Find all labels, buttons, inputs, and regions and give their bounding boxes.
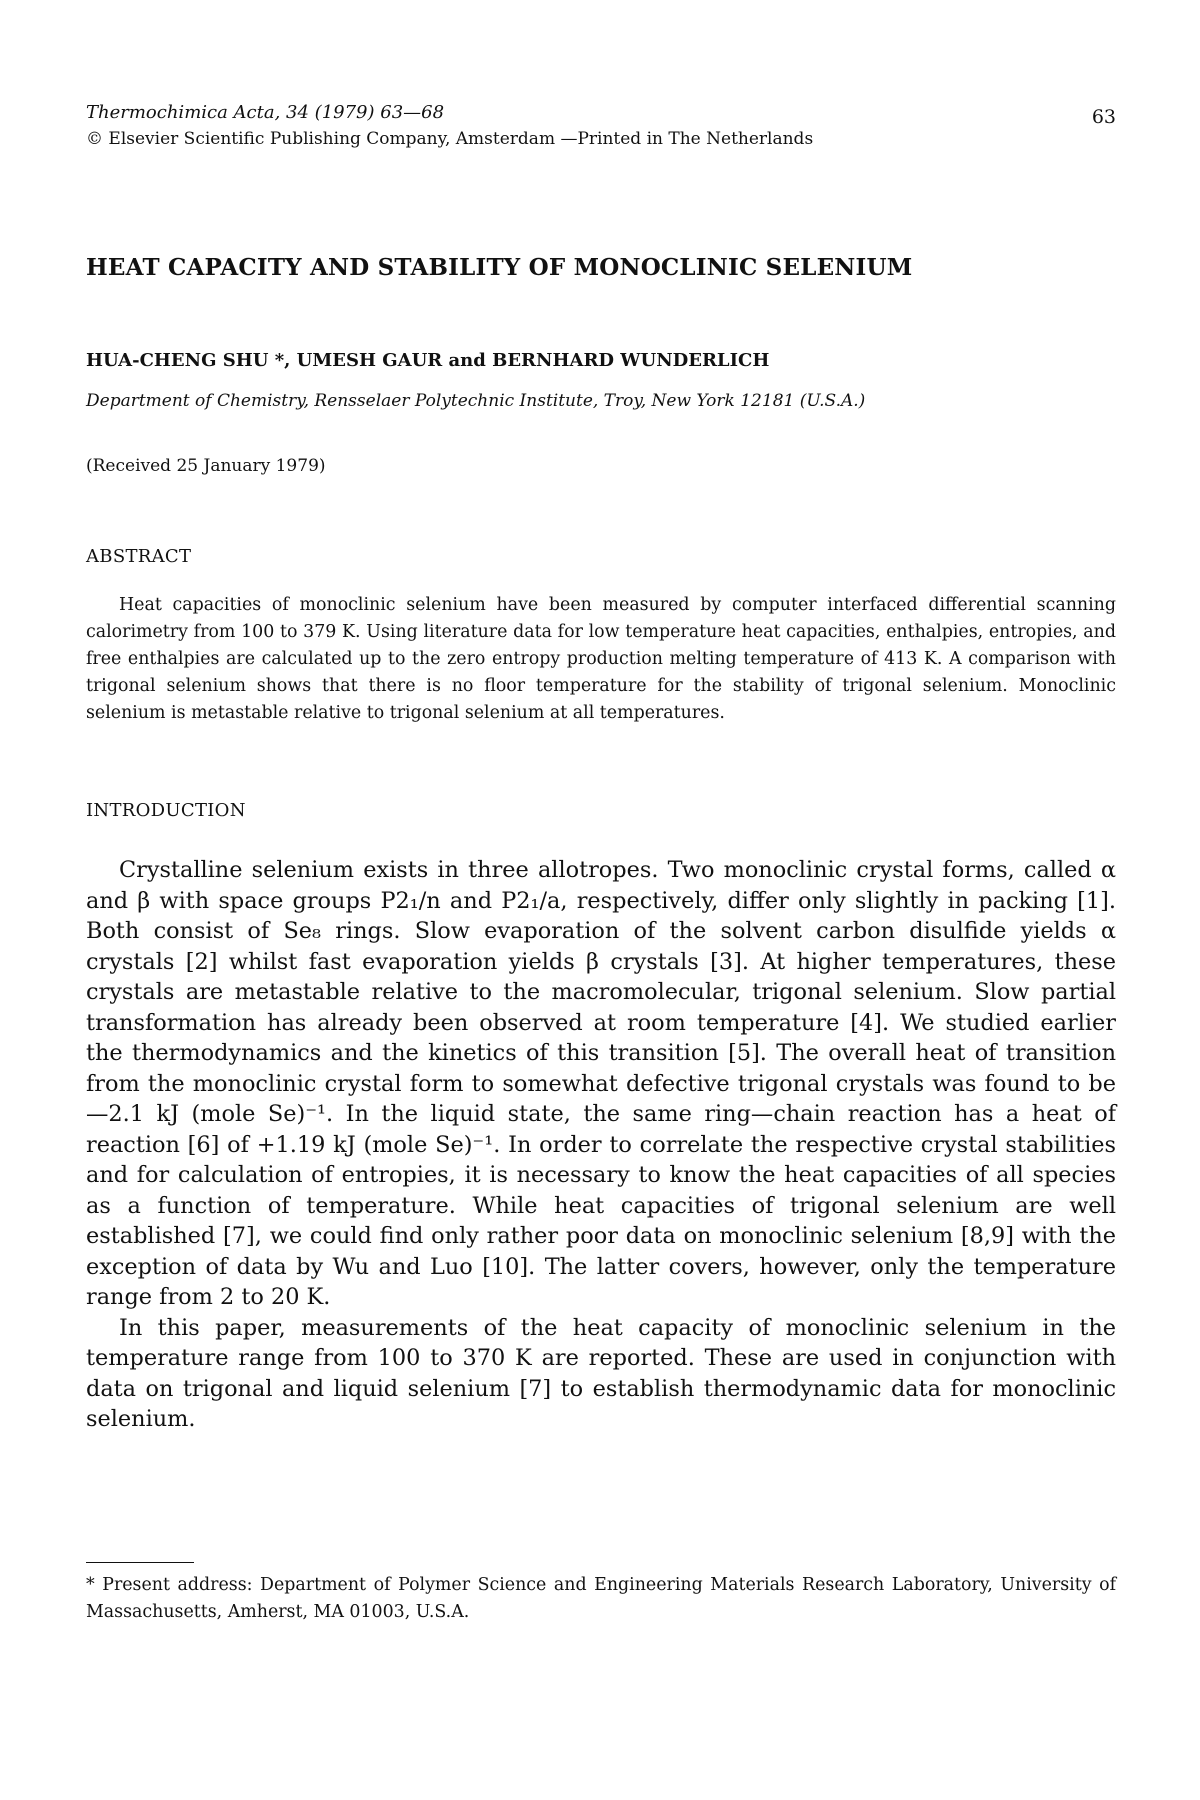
- footnote: * Present address: Department of Polymer Science and Engineering Materials Research Laboratory, University of Massachusetts, Amherst, MA 01003, U.S.A.: [86, 1575, 1116, 1622]
- abstract-text: Heat capacities of monoclinic selenium have been measured by computer interfaced differential scanning calorimetry from 100 to 379 K. Using literature data for low temperature heat capacities, enthalpies, entropies, and free enthalpies are calculated up to the zero entropy production melting temperature of 413 K. A comparison with trigonal selenium shows that there is no floor temperature for the stability of trigonal selenium. Monoclinic selenium is metastable relative to trigonal selenium at all temperatures.: [86, 595, 1116, 723]
- journal-citation: Thermochimica Acta, 34 (1979) 63—68: [86, 102, 445, 123]
- page-number: 63: [1091, 106, 1116, 128]
- introduction-paragraph: In this paper, measurements of the heat capacity of monoclinic selenium in the temperature range from 100 to 370 K are reported. These are used in conjunction with data on trigonal and liquid selenium [7] to establish thermodynamic data for monoclinic selenium.: [86, 1314, 1116, 1432]
- publisher-line: © Elsevier Scientific Publishing Company, Amsterdam —Printed in The Netherlands: [86, 129, 814, 149]
- running-header: [86, 100, 1116, 152]
- introduction-paragraph: Crystalline selenium exists in three allotropes. Two monoclinic crystal forms, called α and β with space groups P2₁/n and P2₁/a, respectively, differ only slightly in packing [1]. Both consist of Se₈ rings. Slow evaporation of the solvent carbon disulfide yields α crystals [2] whilst fast evaporation yields β crystals [3]. At higher temperatures, these crystals are metastable relative to the macromolecular, trigonal selenium. Slow partial transformation has already been observed at room temperature [4]. We studied earlier the thermodynamics and the kinetics of this transition [5]. The overall heat of transition from the monoclinic crystal form to somewhat defective trigonal crystals was found to be —2.1 kJ (mole Se)⁻¹. In the liquid state, the same ring—chain reaction has a heat of reaction [6] of +1.19 kJ (mole Se)⁻¹. In order to correlate the respective crystal stabilities and for calculation of entropies, it is necessary to know the heat capacities of all species as a function of temperature. While heat capacities of trigonal selenium are well established [7], we could find only rather poor data on monoclinic selenium [8,9] with the exception of data by Wu and Luo [10]. The latter covers, however, only the temperature range from 2 to 20 K.: [86, 857, 1116, 1310]
- affiliation: Department of Chemistry, Rensselaer Polytechnic Institute, Troy, New York 12181 (U.S.A.): [86, 391, 866, 411]
- received-date: (Received 25 January 1979): [86, 456, 326, 476]
- introduction-body: [86, 855, 1116, 1435]
- footnote-divider: [86, 1562, 194, 1563]
- paper-title: HEAT CAPACITY AND STABILITY OF MONOCLINIC SELENIUM: [86, 254, 913, 281]
- introduction-heading: INTRODUCTION: [86, 800, 246, 821]
- author-list: HUA-CHENG SHU *, UMESH GAUR and BERNHARD WUNDERLICH: [86, 350, 770, 371]
- abstract-heading: ABSTRACT: [86, 546, 192, 567]
